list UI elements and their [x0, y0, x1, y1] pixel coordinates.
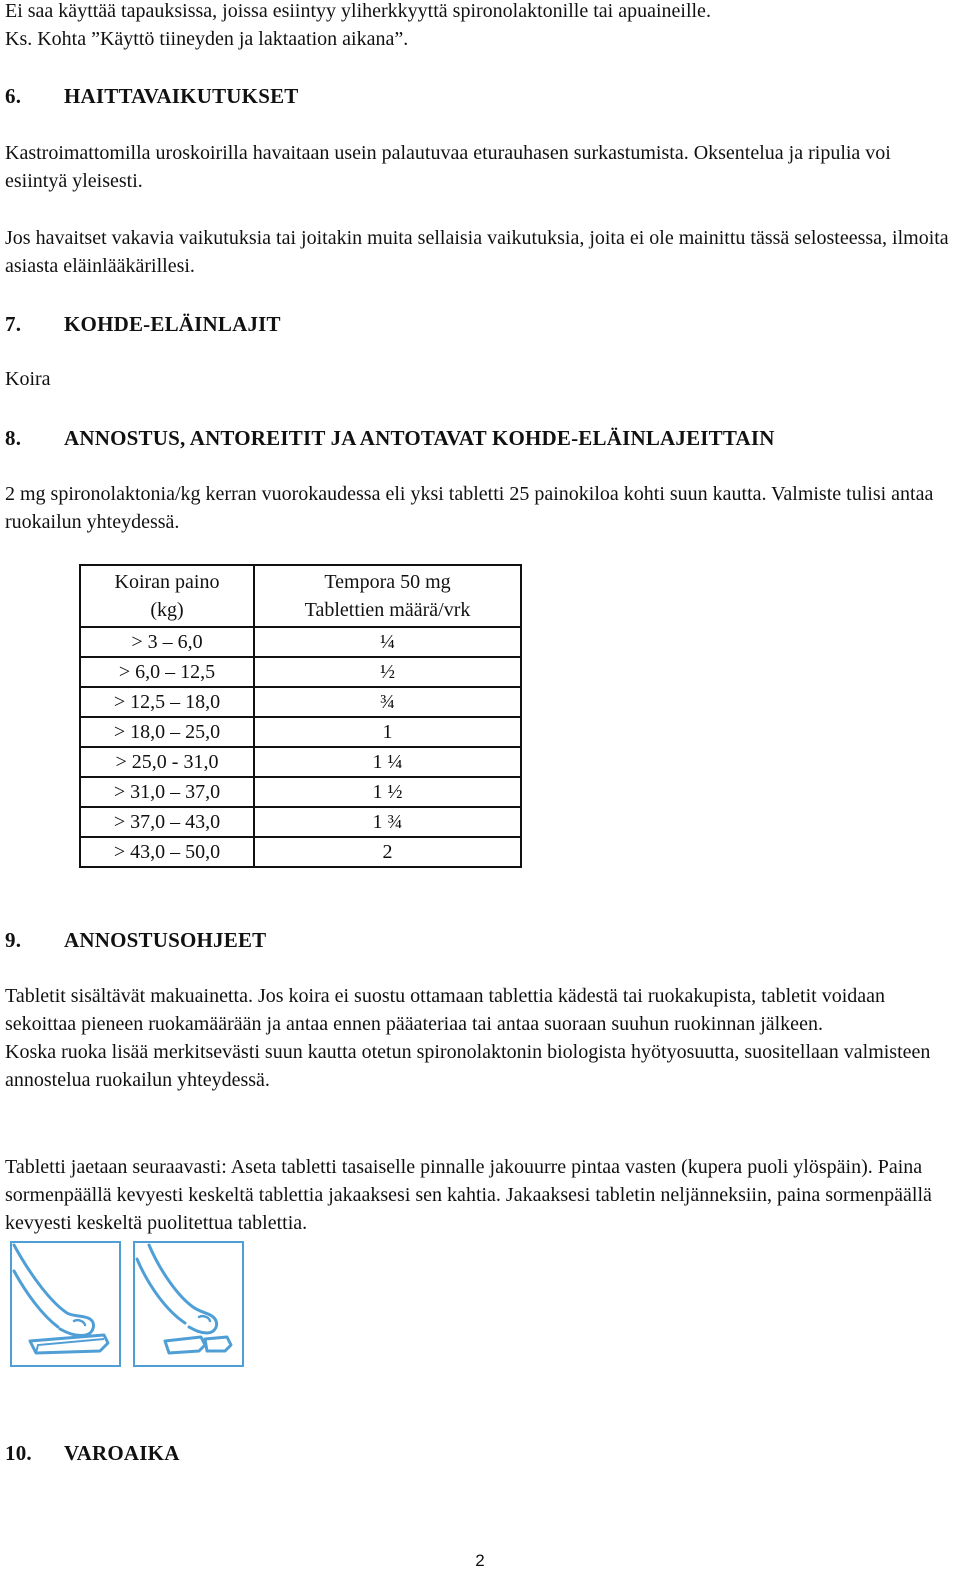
target-species: Koira	[5, 368, 51, 390]
tablets-cell: 1 ¼	[254, 747, 521, 777]
administration-text-2: Koska ruoka lisää merkitsevästi suun kautta otetun spironolaktonin biologista hyötyosuutta, suositellaan valmisteen annostelua ruokailun yhteydessä.	[5, 1041, 931, 1091]
section-7-heading	[5, 310, 955, 338]
contraindication-line-2: Ks. Kohta ”Käyttö tiineyden ja laktaation aikana”.	[5, 28, 409, 50]
section-9-heading	[5, 926, 955, 954]
table-row	[80, 657, 521, 687]
reporting-paragraph: Jos havaitset vakavia vaikutuksia tai joitakin muita sellaisia vaikutuksia, joita ei ole mainittu tässä selosteessa, ilmoita asiasta eläinlääkärillesi.	[5, 227, 949, 277]
tablets-column-header: Tempora 50 mg Tablettien määrä/vrk	[254, 565, 521, 627]
section-6-heading	[5, 82, 955, 110]
weight-cell: > 6,0 – 12,5	[80, 657, 254, 687]
dosage-table-header	[80, 565, 521, 627]
tablets-cell: 1 ¾	[254, 807, 521, 837]
table-row	[80, 837, 521, 867]
tablets-cell: 1 ½	[254, 777, 521, 807]
section-9-number: 9.	[5, 928, 22, 952]
weight-cell: > 25,0 - 31,0	[80, 747, 254, 777]
weight-cell: > 3 – 6,0	[80, 627, 254, 657]
tablets-cell: ¾	[254, 687, 521, 717]
tablet-splitting-paragraph: Tabletti jaetaan seuraavasti: Aseta tabletti tasaiselle pinnalle jakouurre pintaa vasten (kupera puoli ylöspäin). Paina sormenpäällä kevyesti keskeltä tablettia jakaaksesi sen kahtia. Jakaaksesi tabletin neljänneksiin, paina sormenpäällä kevyesti keskeltä puolitettua tablettia.	[5, 1156, 932, 1234]
section-10-number: 10.	[5, 1441, 32, 1465]
table-row	[80, 777, 521, 807]
finger-pressing-half-tablet-icon	[135, 1243, 242, 1365]
split-tablet-halves-illustration	[10, 1241, 121, 1367]
page-number: 2	[475, 1551, 485, 1570]
dosage-paragraph: 2 mg spironolaktonia/kg kerran vuorokaudessa eli yksi tabletti 25 painokiloa kohti suun kautta. Valmiste tulisi antaa ruokailun yhteydessä.	[5, 483, 934, 533]
finger-pressing-tablet-icon	[12, 1243, 119, 1365]
weight-cell: > 43,0 – 50,0	[80, 837, 254, 867]
table-row	[80, 687, 521, 717]
tablets-cell: 1	[254, 717, 521, 747]
weight-cell: > 18,0 – 25,0	[80, 717, 254, 747]
administration-paragraph	[5, 982, 955, 1094]
section-7-title: KOHDE-ELÄINLAJIT	[64, 312, 281, 336]
section-6-number: 6.	[5, 84, 22, 108]
contraindication-line-1: Ei saa käyttää tapauksissa, joissa esiintyy yliherkkyyttä spironolaktonille tai apuaineille.	[5, 0, 711, 22]
table-row	[80, 717, 521, 747]
tablets-cell: 2	[254, 837, 521, 867]
adverse-effects-paragraph: Kastroimattomilla uroskoirilla havaitaan usein palautuvaa eturauhasen surkastumista. Oksentelua ja ripulia voi esiintyä yleisesti.	[5, 142, 891, 192]
administration-text-1: Tabletit sisältävät makuainetta. Jos koira ei suostu ottamaan tablettia kädestä tai ruokakupista, tabletit voidaan sekoittaa pieneen ruokamäärään ja antaa ennen pääateriaa tai antaa suoraan suuhun ruokinnan jälkeen.	[5, 985, 886, 1035]
section-8-number: 8.	[5, 426, 22, 450]
table-row	[80, 747, 521, 777]
section-6-title: HAITTAVAIKUTUKSET	[64, 84, 299, 108]
contraindication-text	[5, 0, 955, 53]
section-10-title: VAROAIKA	[64, 1441, 180, 1465]
section-8-title: ANNOSTUS, ANTOREITIT JA ANTOTAVAT KOHDE-ELÄINLAJEITTAIN	[64, 426, 775, 450]
section-9-title: ANNOSTUSOHJEET	[64, 928, 267, 952]
table-row	[80, 807, 521, 837]
weight-cell: > 37,0 – 43,0	[80, 807, 254, 837]
tablet-splitting-illustrations	[10, 1241, 246, 1371]
table-row	[80, 627, 521, 657]
split-tablet-quarters-illustration	[133, 1241, 244, 1367]
tablets-cell: ½	[254, 657, 521, 687]
weight-cell: > 12,5 – 18,0	[80, 687, 254, 717]
weight-cell: > 31,0 – 37,0	[80, 777, 254, 807]
dosage-table	[79, 564, 522, 868]
tablets-cell: ¼	[254, 627, 521, 657]
section-10-heading	[5, 1439, 955, 1467]
weight-column-header: Koiran paino (kg)	[80, 565, 254, 627]
section-8-heading	[5, 424, 955, 452]
section-7-number: 7.	[5, 312, 22, 336]
